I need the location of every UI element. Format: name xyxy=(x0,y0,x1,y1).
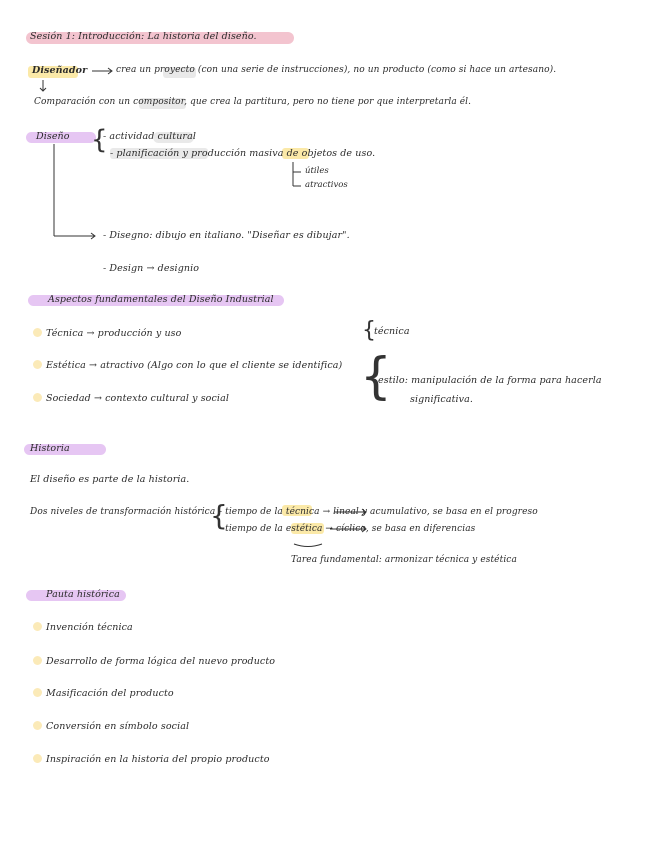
disenador-term: Diseñador xyxy=(32,65,88,76)
diseno-disegno: - Disegno: dibujo en italiano. "Diseñar es dibujar". xyxy=(103,230,350,241)
historia-nivel-tecnica: - tiempo de la técnica → lineal y acumulativo, se basa en el progreso xyxy=(219,507,538,517)
diseno-term: Diseño xyxy=(36,131,70,142)
diseno-design: - Design → designio xyxy=(103,263,200,274)
diseno-sub-atractivos: atractivos xyxy=(305,180,348,190)
pauta-title: Pauta histórica xyxy=(46,589,120,600)
historia-nivel-estetica: - tiempo de la estética → cíclico, se basa en diferencias xyxy=(219,524,476,534)
aspectos-right-significativa: significativa. xyxy=(410,394,473,405)
historia-niveles: Dos niveles de transformación histórica xyxy=(30,507,216,517)
aspectos-brace-2: { xyxy=(360,347,392,405)
aspecto-tecnica: Técnica → producción y uso xyxy=(46,328,182,339)
historia-title: Historia xyxy=(30,443,70,454)
aspectos-title: Aspectos fundamentales del Diseño Industrial xyxy=(48,294,274,305)
disenador-comparison: Comparación con un compositor, que crea la partitura, pero no tiene por que interpretarla él. xyxy=(34,97,472,107)
aspectos-brace-1: { xyxy=(362,318,376,343)
aspectos-right-tecnica: técnica xyxy=(374,326,410,337)
pauta-item: Masificación del producto xyxy=(46,688,174,699)
pauta-item: Invención técnica xyxy=(46,622,133,633)
diseno-sub-utiles: útiles xyxy=(305,166,329,176)
session-title: Sesión 1: Introducción: La historia del diseño. xyxy=(30,31,257,42)
aspecto-sociedad: Sociedad → contexto cultural y social xyxy=(46,393,229,404)
pauta-item: Desarrollo de forma lógica del nuevo producto xyxy=(46,656,276,667)
historia-line1: El diseño es parte de la historia. xyxy=(30,474,190,485)
pauta-item: Inspiración en la historia del propio producto xyxy=(46,754,270,765)
diseno-item-planificacion: - planificación y producción masiva de objetos de uso. xyxy=(110,148,376,159)
disenador-definition: crea un proyecto (con una serie de instrucciones), no un producto (como si hace un artesano). xyxy=(116,65,557,75)
diseno-item-cultural: - actividad cultural xyxy=(103,131,196,142)
aspectos-right-estilo: estilo: manipulación de la forma para hacerla xyxy=(378,375,602,386)
pauta-item: Conversión en símbolo social xyxy=(46,721,190,732)
niveles-brace: { xyxy=(210,499,228,532)
diseno-brace: { xyxy=(91,125,108,155)
aspecto-estetica: Estética → atractivo (Algo con lo que el cliente se identifica) xyxy=(46,360,343,371)
historia-tarea: Tarea fundamental: armonizar técnica y estética xyxy=(291,555,517,565)
